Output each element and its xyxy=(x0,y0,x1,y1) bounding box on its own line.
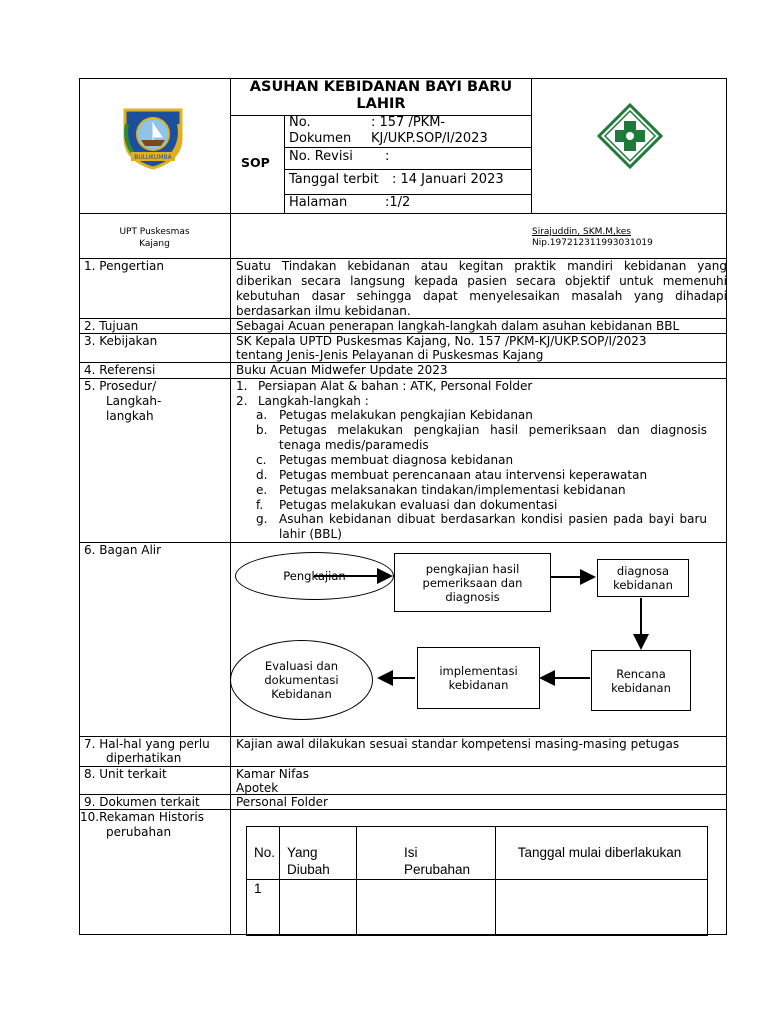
history-header-no: No. xyxy=(254,845,276,860)
history-header-divider xyxy=(247,879,707,880)
revision-value: : xyxy=(385,149,390,164)
substep-g-letter: g. xyxy=(256,512,268,526)
flow-node-evaluasi: Evaluasi dan dokumentasi Kebidanan xyxy=(230,640,373,720)
tujuan-text: Sebagai Acuan penerapan langkah-langkah dalam asuhan kebidanan BBL xyxy=(236,319,680,333)
history-col-divider-3 xyxy=(495,827,496,935)
step2-text: Langkah-langkah : xyxy=(258,394,369,408)
substep-a-text: Petugas melakukan pengkajian Kebidanan xyxy=(279,408,533,422)
signer-name: Sirajuddin, SKM.M,kes xyxy=(532,227,631,237)
step1-text: Persiapan Alat & bahan : ATK, Personal Folder xyxy=(258,379,533,393)
history-table xyxy=(246,826,708,936)
substep-d-letter: d. xyxy=(256,468,268,482)
referensi-text: Buku Acuan Midwefer Update 2023 xyxy=(236,363,448,377)
document-title: ASUHAN KEBIDANAN BAYI BARU LAHIR xyxy=(249,79,513,112)
doc-number-label: No. Dokumen xyxy=(289,115,352,146)
pengertian-text: Suatu Tindakan kebidanan atau kegitan praktik mandiri kebidanan yang diberikan secara langsung kepada pasien secara objektif untuk memenuhi kebutuhan dasar sehingga dapat menyelesaikan masalah yang dihadapi berdasarkan ilmu kebidanan. xyxy=(236,259,727,318)
step1-number: 1. xyxy=(236,379,248,393)
flow-node-rencana: Rencana kebidanan xyxy=(591,650,691,711)
referensi-label: 4. Referensi xyxy=(84,363,156,377)
signer-nip: Nip.197212311993031019 xyxy=(532,238,653,248)
crest-banner-text: BULUKUMBA xyxy=(134,154,172,161)
substep-g-text: Asuhan kebidanan dibuat berdasarkan kondisi pasien pada bayi baru lahir (BBL) xyxy=(279,512,707,541)
tujuan-label: 2. Tujuan xyxy=(84,319,139,333)
history-header-isi-perubahan: Isi Perubahan xyxy=(404,845,471,877)
kebijakan-line2: tentang Jenis-Jenis Pelayanan di Puskesmas Kajang xyxy=(236,348,544,362)
substep-b-text: Petugas melakukan pengkajian hasil pemeriksaan dan diagnosis tenaga medis/paramedis xyxy=(279,423,707,452)
history-header-yang-diubah: Yang Diubah xyxy=(287,845,330,877)
page-value: :1/2 xyxy=(385,195,411,210)
history-header-tanggal: Tanggal mulai diberlakukan xyxy=(517,845,682,860)
rekaman-label-line2: perubahan xyxy=(106,825,172,839)
hal-label-line1: 7. Hal-hal yang perlu xyxy=(84,737,210,751)
rekaman-label-line1: 10.Rekaman Historis xyxy=(80,810,204,824)
history-col-divider-2 xyxy=(356,827,357,935)
flow-node-diagnosa: diagnosa kebidanan xyxy=(597,559,689,597)
unit-line1: Kamar Nifas xyxy=(236,767,309,781)
unit-label: 8. Unit terkait xyxy=(84,767,167,781)
hal-label-line2: diperhatikan xyxy=(106,751,182,765)
history-col-divider-1 xyxy=(279,827,280,935)
bagan-label: 6. Bagan Alir xyxy=(84,543,162,557)
revision-label: No. Revisi xyxy=(289,149,353,164)
dokumen-text: Personal Folder xyxy=(236,795,328,809)
prosedur-label-line3: langkah xyxy=(106,409,154,423)
hal-text: Kajian awal dilakukan sesuai standar kompetensi masing-masing petugas xyxy=(236,737,680,751)
org-name-line2: Kajang xyxy=(139,239,170,249)
prosedur-label-line1: 5. Prosedur/ xyxy=(84,379,157,393)
substep-e-text: Petugas melaksanakan tindakan/implementasi kebidanan xyxy=(279,483,626,497)
substep-f-text: Petugas melakukan evaluasi dan dokumentasi xyxy=(279,498,558,512)
prosedur-label-line2: Langkah- xyxy=(106,394,162,408)
page-label: Halaman xyxy=(289,195,348,210)
flow-node-pengkajian-hasil: pengkajian hasil pemeriksaan dan diagnosis xyxy=(394,553,551,612)
substep-a-letter: a. xyxy=(256,408,268,422)
kebijakan-label: 3. Kebijakan xyxy=(84,334,158,348)
history-row1-no: 1 xyxy=(254,881,262,896)
substep-c-letter: c. xyxy=(256,453,267,467)
unit-line2: Apotek xyxy=(236,781,279,795)
substep-b-letter: b. xyxy=(256,423,268,437)
doc-number-value: : 157 /PKM-KJ/UKP.SOP/I/2023 xyxy=(371,115,488,146)
flow-node-pengkajian: Pengkajian xyxy=(235,552,394,600)
substep-d-text: Petugas membuat perencanaan atau intervensi keperawatan xyxy=(279,468,648,482)
sop-label: SOP xyxy=(241,155,270,170)
date-label: Tanggal terbit xyxy=(289,172,379,187)
flow-node-implementasi: implementasi kebidanan xyxy=(417,647,540,709)
kebijakan-line1: SK Kepala UPTD Puskesmas Kajang, No. 157 /PKM-KJ/UKP.SOP/I/2023 xyxy=(236,334,647,348)
substep-e-letter: e. xyxy=(256,483,268,497)
org-name-line1: UPT Puskesmas xyxy=(119,227,190,237)
substep-c-text: Petugas membuat diagnosa kebidanan xyxy=(279,453,514,467)
step2-number: 2. xyxy=(236,394,248,408)
sop-document xyxy=(79,78,727,935)
date-value: : 14 Januari 2023 xyxy=(392,172,504,187)
dokumen-label: 9. Dokumen terkait xyxy=(84,795,200,809)
substep-f-letter: f. xyxy=(256,498,264,512)
pengertian-label: 1. Pengertian xyxy=(84,259,164,273)
